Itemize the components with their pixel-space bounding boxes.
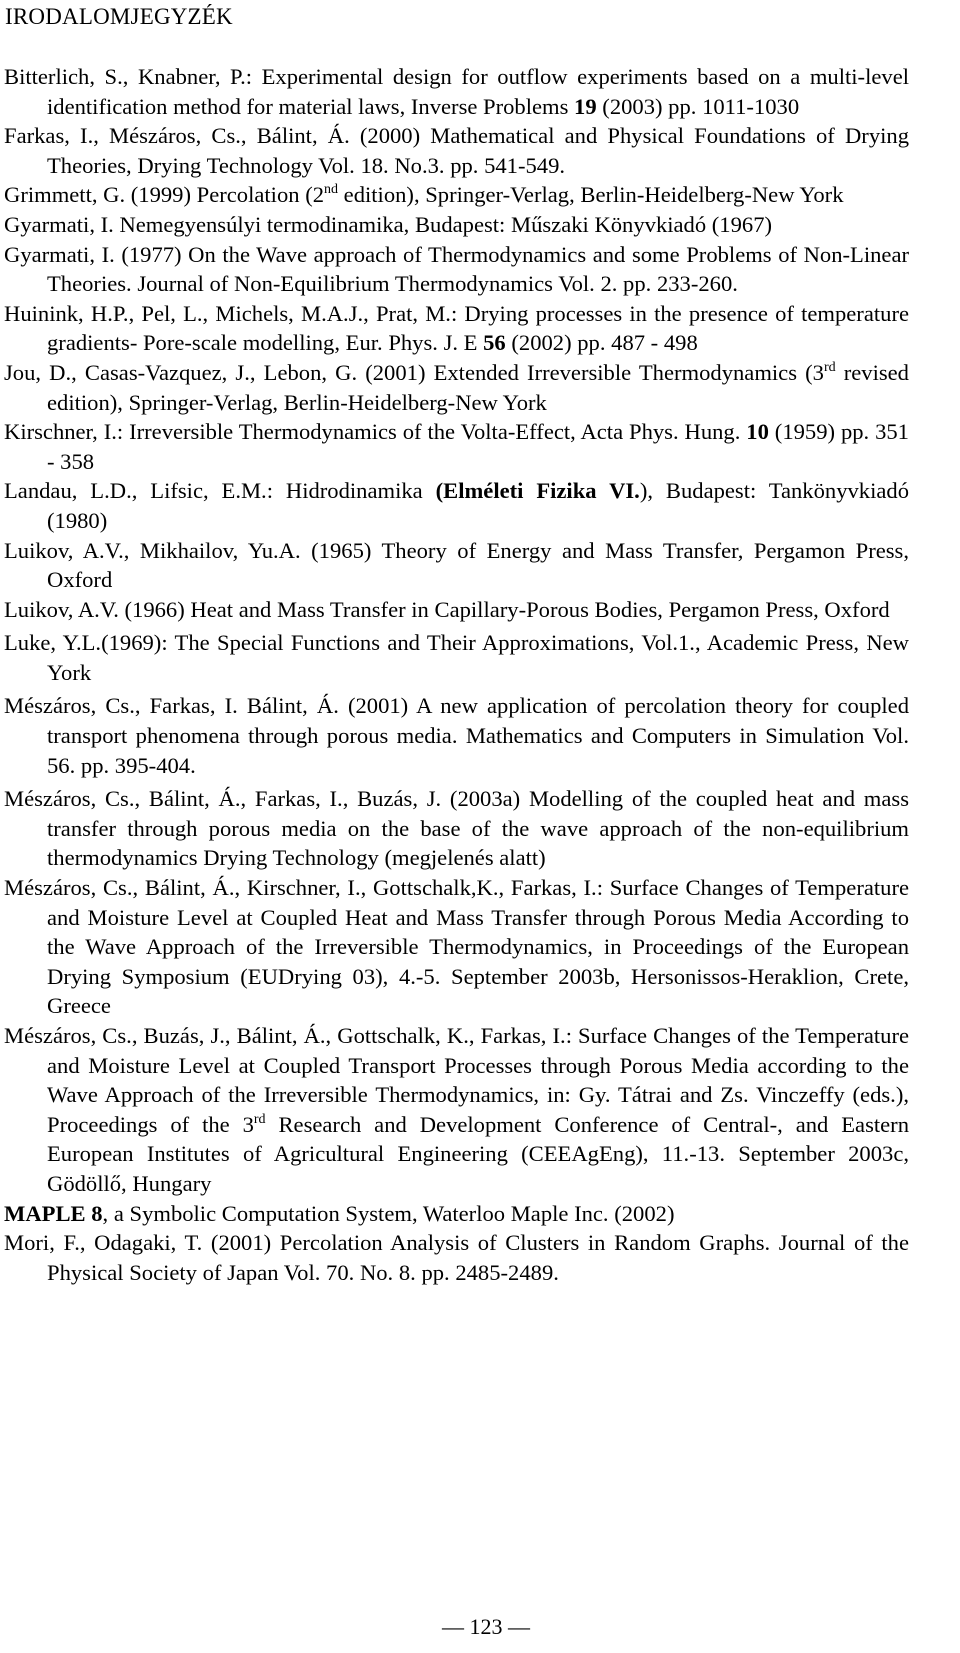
- reference-entry: Bitterlich, S., Knabner, P.: Experimental design for outflow experiments based on a multi-level identification method for material laws, Inverse Problems 19 (2003) pp. 1011-1030: [4, 64, 909, 119]
- page-heading: IRODALOMJEGYZÉK: [5, 4, 233, 29]
- volume-number: 19: [574, 93, 597, 119]
- series-title: (Elméleti Fizika VI.: [435, 478, 640, 504]
- reference-entry: MAPLE 8, a Symbolic Computation System, Waterloo Maple Inc. (2002): [4, 1200, 675, 1226]
- reference-entry: Kirschner, I.: Irreversible Thermodynamics of the Volta-Effect, Acta Phys. Hung. 10 (1959) pp. 351 - 358: [4, 419, 909, 474]
- reference-entry: Mészáros, Cs., Bálint, Á., Kirschner, I., Gottschalk,K., Farkas, I.: Surface Changes of Temperature and Moisture Level at Coupled Heat and Mass Transfer through Porous Media According to the Wave Approach of the Irreversible Thermodynamics, in Proceedings of the European Drying Symposium (EUDrying 03), 4.-5. September 2003b, Hersonissos-Heraklion, Crete, Greece: [4, 875, 909, 1019]
- reference-entry: Farkas, I., Mészáros, Cs., Bálint, Á. (2000) Mathematical and Physical Foundations of Drying Theories, Drying Technology Vol. 18. No.3. pp. 541-549.: [4, 123, 909, 178]
- reference-entry: Mészáros, Cs., Buzás, J., Bálint, Á., Gottschalk, K., Farkas, I.: Surface Changes of the Temperature and Moisture Level at Coupled Transport Processes through Porous Media according to the Wave Approach of the Irreversible Thermodynamics, in: Gy. Tátrai and Zs. Vinczeffy (eds.), Proceedings of the 3rd Research and Development Conference of Central-, and Eastern European Institutes of Agricultural Engineering (CEEAgEng), 11.-13. September 2003c, Gödöllő, Hungary: [4, 1023, 909, 1196]
- reference-entry: Landau, L.D., Lifsic, E.M.: Hidrodinamika (Elméleti Fizika VI.), Budapest: Tankönyvkiadó (1980): [4, 478, 909, 533]
- reference-entry: Jou, D., Casas-Vazquez, J., Lebon, G. (2001) Extended Irreversible Thermodynamics (3rd revised edition), Springer-Verlag, Berlin-Heidelberg-New York: [4, 359, 909, 415]
- reference-entry: Gyarmati, I. Nemegyensúlyi termodinamika, Budapest: Műszaki Könyvkiadó (1967): [4, 211, 773, 237]
- reference-entry: Mori, F., Odagaki, T. (2001) Percolation Analysis of Clusters in Random Graphs. Journal of the Physical Society of Japan Vol. 70. No. 8. pp. 2485-2489.: [4, 1230, 909, 1285]
- volume-number: 10: [746, 419, 769, 445]
- reference-entry: Luikov, A.V., Mikhailov, Yu.A. (1965) Theory of Energy and Mass Transfer, Pergamon Press, Oxford: [4, 537, 909, 593]
- software-name: MAPLE 8: [4, 1200, 103, 1226]
- volume-number: 56: [483, 330, 506, 356]
- reference-entry: Huinink, H.P., Pel, L., Michels, M.A.J., Prat, M.: Drying processes in the presence of temperature gradients- Pore-scale modelling, Eur. Phys. J. E 56 (2002) pp. 487 - 498: [4, 300, 909, 356]
- ordinal-superscript: rd: [823, 359, 836, 375]
- reference-entry: Luikov, A.V. (1966) Heat and Mass Transfer in Capillary-Porous Bodies, Pergamon Press, Oxford: [4, 596, 890, 622]
- reference-list: [4, 62, 909, 1287]
- reference-entry: Mészáros, Cs., Bálint, Á., Farkas, I., Buzás, J. (2003a) Modelling of the coupled heat and mass transfer through porous media on the base of the wave approach of the non-equilibrium thermodynamics Drying Technology (megjelenés alatt): [4, 786, 909, 871]
- reference-entry: Luke, Y.L.(1969): The Special Functions and Their Approximations, Vol.1., Academic Press, New York: [4, 630, 909, 685]
- reference-entry: Grimmett, G. (1999) Percolation (2nd edition), Springer-Verlag, Berlin-Heidelberg-New York: [4, 182, 844, 208]
- page-number: — 123 —: [442, 1614, 530, 1639]
- ordinal-superscript: rd: [253, 1111, 266, 1127]
- reference-entry: Mészáros, Cs., Farkas, I. Bálint, Á. (2001) A new application of percolation theory for coupled transport phenomena through porous media. Mathematics and Computers in Simulation Vol. 56. pp. 395-404.: [4, 693, 909, 778]
- reference-entry: Gyarmati, I. (1977) On the Wave approach of Thermodynamics and some Problems of Non-Linear Theories. Journal of Non-Equilibrium Thermodynamics Vol. 2. pp. 233-260.: [4, 241, 909, 297]
- ordinal-superscript: nd: [324, 182, 339, 198]
